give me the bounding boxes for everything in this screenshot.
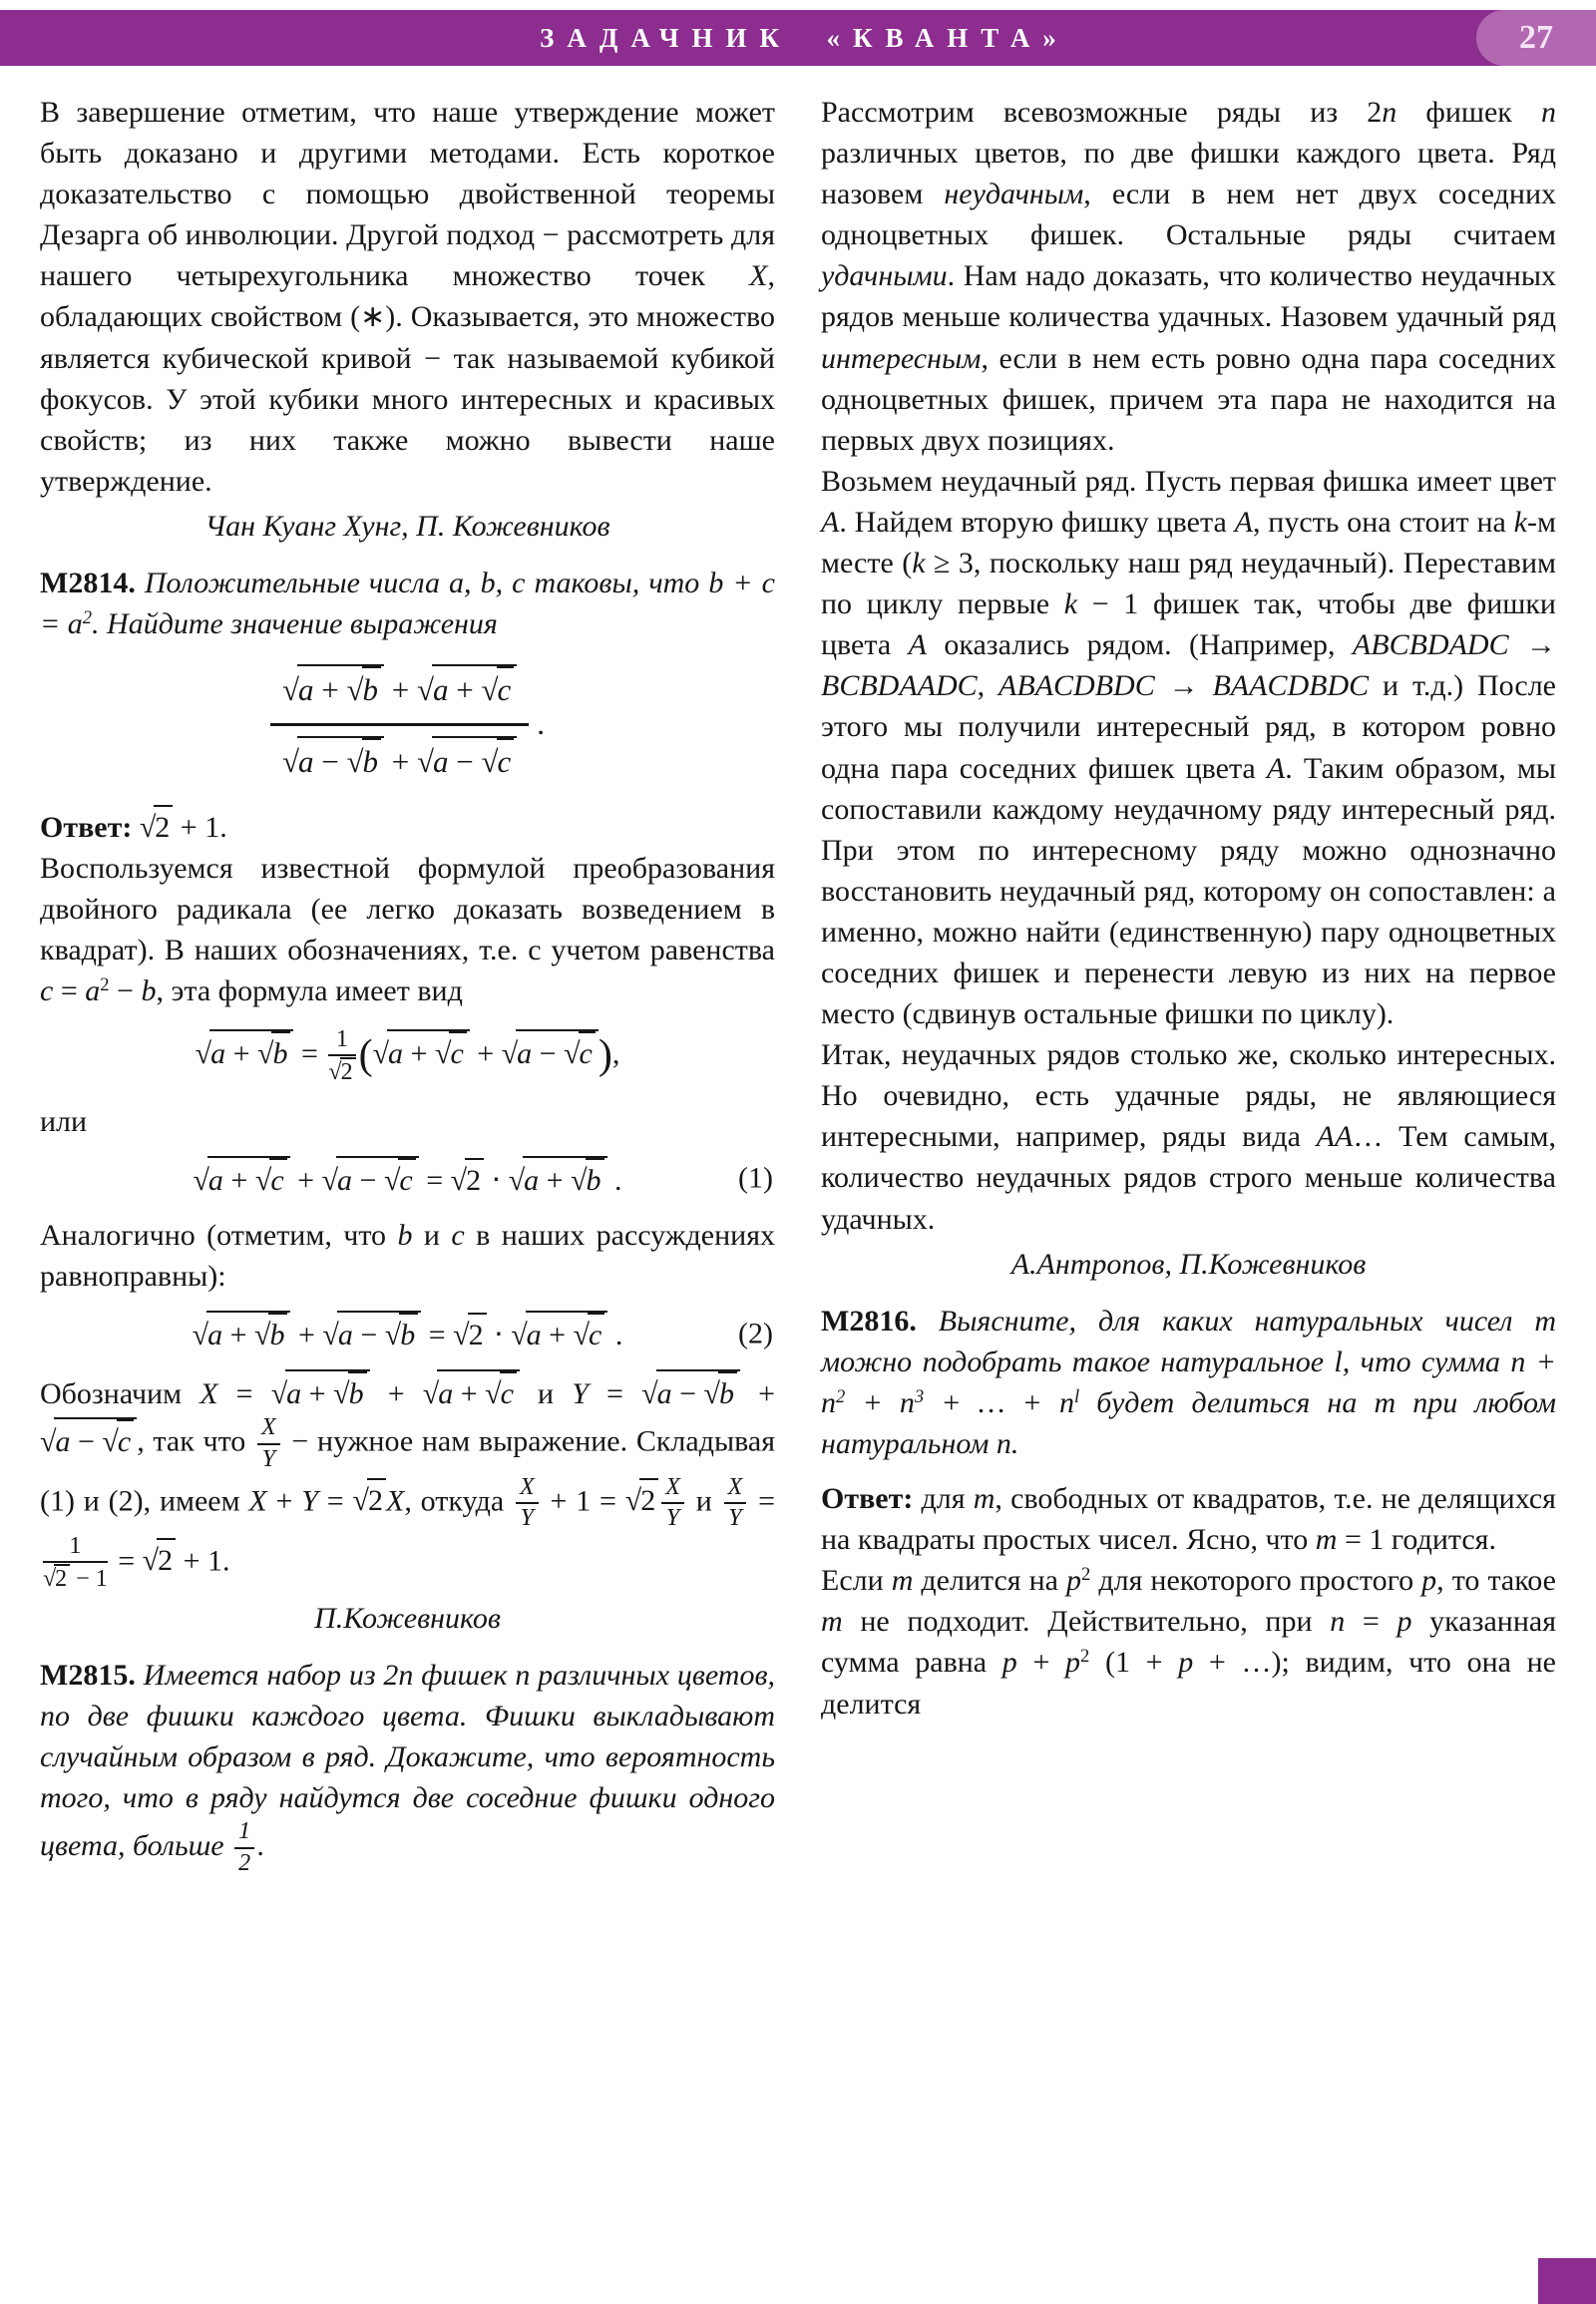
- authors-line-m2815: А.Антропов, П.Кожевников: [1010, 1247, 1367, 1281]
- problem-m2814-text: Положительные числа a, b, c таковы, что $b + c = a^2$. Найдите значение выражения: [40, 567, 775, 641]
- italic-text: p: [1001, 1646, 1017, 1680]
- radicand: [588, 1313, 604, 1355]
- big-parenthesis: ): [598, 1032, 612, 1079]
- italic-text: a: [207, 1163, 223, 1197]
- radical-sign-icon: √: [564, 1037, 581, 1071]
- italic-text: c: [497, 744, 512, 780]
- sqrt-radical: [373, 1037, 470, 1070]
- radicand: [117, 1419, 134, 1462]
- italic-text: a: [524, 1163, 540, 1197]
- radical-sign-icon: √: [193, 1163, 209, 1197]
- italic-text: неудачным: [944, 178, 1084, 211]
- fraction-denominator: 2: [238, 1849, 251, 1876]
- italic-text: a: [433, 672, 449, 708]
- sqrt-radical: [451, 1164, 484, 1197]
- italic-text: a: [526, 1319, 542, 1352]
- radicand: 2: [54, 1564, 70, 1594]
- radicand: [268, 1313, 287, 1355]
- radicand: a + √c: [526, 1311, 608, 1355]
- equation-2: [40, 1311, 775, 1355]
- radical-sign-icon: √: [383, 1163, 401, 1197]
- radicand: a + √c: [207, 1156, 290, 1201]
- italic-text: Y: [301, 1483, 318, 1517]
- problem-m2814: [40, 563, 775, 644]
- sqrt-radical: [328, 1059, 355, 1085]
- radical-sign-icon: √: [333, 1377, 350, 1411]
- italic-text: Y: [665, 1505, 680, 1532]
- radical-sign-icon: √: [511, 1319, 528, 1352]
- radical-sign-icon: √: [321, 1163, 339, 1197]
- sqrt-radical: [282, 744, 384, 779]
- italic-text: b: [397, 1218, 413, 1252]
- italic-text: X: [520, 1473, 535, 1500]
- italic-text: b: [269, 1319, 285, 1352]
- big-parenthesis: (: [358, 1032, 373, 1079]
- sqrt-radical: [254, 1319, 287, 1351]
- sqrt-radical: [417, 744, 517, 779]
- fraction-denominator: [328, 1056, 355, 1087]
- solution-m2815-paragraph-1: Рассмотрим всевозможные ряды из 2n фишек n различных цветов, по две фишки каждого цвета. Ряд назовем неудачным, если в нем нет двух соседних одноцветных фишек. Остальные ряды считаем удачными. Нам надо доказать, что количество неудачных рядов меньше количества удачных. Назовем удачный ряд интересным, если в нем есть ровно одна пара соседних одноцветных фишек, причем эта пара не находится на первых двух позициях.: [821, 96, 1556, 457]
- radical-sign-icon: √: [352, 1483, 369, 1517]
- fraction-denominator: [516, 1504, 539, 1533]
- italic-text: a: [517, 1037, 533, 1071]
- problem-m2816-text: Выясните, для каких натуральных чисел m можно подобрать такое натуральное l, что сумма $n + n^2 + n^3$ + … + $n^l$ будет делиться на m при любом натуральном n.: [821, 1304, 1557, 1460]
- italic-text: X: [386, 1483, 405, 1517]
- sqrt-radical: [102, 1425, 134, 1458]
- sqrt-radical: [435, 1037, 467, 1070]
- radical-sign-icon: √: [40, 1424, 57, 1458]
- italic-text: Y: [520, 1505, 535, 1532]
- italic-text: A: [908, 628, 927, 662]
- radicand: 2: [639, 1478, 658, 1521]
- author-line-m2814: П.Кожевников: [314, 1601, 501, 1635]
- sqrt-radical: [143, 1544, 176, 1577]
- radicand: [398, 1158, 415, 1201]
- italic-text: m: [821, 1605, 843, 1639]
- superscript: 2: [1080, 1646, 1090, 1668]
- radicand: a + √b: [209, 1029, 293, 1074]
- sqrt-radical: [333, 1377, 366, 1410]
- equation-double-radical: [40, 1026, 775, 1087]
- radicand: 2: [157, 1538, 176, 1581]
- italic-text: k: [1063, 587, 1078, 621]
- fraction-denominator: [257, 1445, 280, 1474]
- italic-text: c: [497, 672, 512, 708]
- radicand: a − √c: [432, 736, 517, 785]
- italic-text: c: [451, 1218, 465, 1252]
- sqrt-radical: [481, 744, 514, 779]
- answer-m2816: [821, 1478, 1556, 1560]
- radical-sign-icon: √: [416, 672, 434, 708]
- fraction: [328, 1026, 355, 1087]
- sqrt-radical: [564, 1037, 596, 1070]
- sqrt-radical: [196, 1037, 294, 1070]
- radicand: [579, 1031, 596, 1074]
- sqrt-radical: [641, 1377, 740, 1410]
- page-number-pill: [1476, 10, 1596, 66]
- italic-text: a: [337, 1319, 353, 1352]
- radical-sign-icon: √: [195, 1037, 212, 1071]
- radicand: [269, 1158, 286, 1201]
- problem-m2816-statement: [821, 1301, 1556, 1464]
- italic-text: b: [272, 1037, 288, 1071]
- solution-m2816-paragraph: Если m делится на $p^2$ для некоторого простого p, то такое m не подходит. Действительно, при n = p указанная сумма равна $p + p^2$ (1 + p + …); видим, что она не делится: [821, 1564, 1556, 1721]
- formula-period: .: [537, 706, 546, 742]
- radical-sign-icon: √: [372, 1037, 390, 1071]
- fraction: [43, 1533, 108, 1594]
- radicand: a − √b: [337, 1311, 421, 1355]
- sqrt-radical: [481, 672, 514, 707]
- sqrt-radical: [417, 672, 517, 707]
- italic-text: Y: [261, 1445, 276, 1472]
- sqrt-radical: [140, 811, 173, 844]
- radical-sign-icon: √: [346, 672, 364, 708]
- problem-m2815-label: М2815.: [40, 1658, 136, 1692]
- sqrt-radical: [423, 1377, 520, 1410]
- answer-label: Ответ:: [40, 811, 133, 845]
- italic-text: m: [973, 1482, 996, 1516]
- sqrt-radical: [40, 1425, 137, 1458]
- problem-m2815-text: Имеется набор из 2n фишек n различных цветов, по две фишки каждого цвета. Фишки выкладывают случайным образом в ряд. Докажите, что вероятность того, что в ряду найдутся две соседние фишки одного цвета, больше $\frac{1}{2}$ .: [40, 1658, 775, 1876]
- italic-text: a: [388, 1037, 404, 1071]
- italic-text: c: [399, 1163, 413, 1197]
- equation-1: [40, 1156, 775, 1201]
- sqrt-radical: [574, 1319, 605, 1351]
- right-column: [821, 92, 1556, 1878]
- radicand: 2: [465, 1158, 484, 1201]
- numerator: √a + √b + √a + √c: [270, 662, 529, 726]
- sqrt-radical: [353, 1484, 386, 1517]
- radical-sign-icon: √: [501, 1037, 519, 1071]
- fraction: [724, 1474, 747, 1533]
- section-title: ЗАДАЧНИК «КВАНТА»: [540, 22, 1069, 53]
- italic-text: a: [286, 1377, 302, 1411]
- radical-sign-icon: √: [270, 1377, 288, 1411]
- solution-m2815-paragraph-2: Возьмем неудачный ряд. Пусть первая фишка имеет цвет A. Найдем вторую фишку цвета A, пусть она стоит на k-м месте (k ≥ 3, поскольку наш ряд неудачный). Переставим по циклу первые k − 1 фишек так, чтобы две фишки цвета A оказались рядом. (Например, ABCBDADC → BCBDAADC, ABACDBDC → BAACDBDC и т.д.) После этого мы получили интересный ряд, в котором ровно одна пара соседних фишек цвета A. Таким образом, мы сопоставили каждому неудачному ряду интересный ряд. При этом по интересному ряду можно однозначно восстановить неудачный ряд, которому он сопоставлен: а именно, можно найти (единственную) пару одноцветных соседних фишек и перенести левую из них на первое место (сдвинув остальные фишки по циклу).: [821, 464, 1556, 1031]
- italic-text: b: [586, 1163, 601, 1197]
- fraction: [661, 1474, 684, 1533]
- radical-sign-icon: √: [328, 1059, 342, 1086]
- sqrt-radical: [485, 1377, 517, 1410]
- sqrt-radical: [322, 1319, 421, 1351]
- italic-text: m: [891, 1564, 914, 1598]
- radical-sign-icon: √: [434, 1037, 452, 1071]
- italic-text: c: [40, 974, 54, 1008]
- italic-text: BAACDBDC: [1212, 669, 1370, 703]
- answer-m2814: [40, 805, 775, 848]
- sqrt-radical: [193, 1164, 289, 1197]
- radical-sign-icon: √: [481, 672, 499, 708]
- page-content: [0, 66, 1596, 1878]
- radical-sign-icon: √: [641, 1377, 658, 1411]
- italic-text: a: [210, 1037, 226, 1071]
- radicand: [362, 666, 382, 713]
- radicand: [586, 1158, 604, 1201]
- superscript: l: [1073, 1385, 1080, 1407]
- radical-sign-icon: √: [422, 1377, 440, 1411]
- italic-text: a: [433, 744, 449, 780]
- radicand: a + √c: [387, 1029, 470, 1074]
- radical-sign-icon: √: [416, 744, 434, 780]
- italic-text: b: [141, 974, 157, 1008]
- radicand: 2: [340, 1057, 356, 1087]
- italic-text: Y: [728, 1505, 742, 1532]
- italic-text: X: [261, 1414, 276, 1441]
- radicand: a − √b: [297, 736, 384, 785]
- radical-sign-icon: √: [142, 1544, 160, 1578]
- italic-text: BCBDAADC: [821, 669, 978, 703]
- sqrt-radical: [346, 672, 381, 707]
- italic-text: n: [1330, 1605, 1346, 1639]
- sqrt-radical: [511, 1319, 607, 1351]
- radical-sign-icon: √: [624, 1483, 642, 1517]
- italic-text: X: [727, 1473, 743, 1500]
- italic-text: p: [1421, 1564, 1437, 1598]
- superscript: 3: [914, 1385, 925, 1407]
- radicand: [497, 666, 515, 713]
- fraction: [516, 1474, 539, 1533]
- radicand: [399, 1313, 418, 1355]
- equation-number: (1): [738, 1161, 773, 1195]
- italic-text: a: [85, 974, 101, 1008]
- problem-m2815-statement: [40, 1655, 775, 1878]
- radicand: a + √b: [297, 664, 384, 713]
- solution-paragraph-1: Воспользуемся известной формулой преобразования двойного радикала (ее легко доказать возведением в квадрат). В наших обозначениях, т.е. с учетом равенства $c = a^2 - b$, эта формула имеет вид: [40, 852, 775, 1008]
- sqrt-radical: [625, 1484, 658, 1517]
- radical-sign-icon: √: [450, 1163, 468, 1197]
- radicand: a − √b: [656, 1369, 740, 1414]
- sqrt-radical: [385, 1319, 418, 1351]
- radicand: 2: [367, 1478, 386, 1521]
- word-or: или: [40, 1104, 88, 1138]
- italic-text: A: [1234, 505, 1253, 539]
- radical-sign-icon: √: [384, 1319, 402, 1352]
- italic-text: удачными: [821, 259, 948, 293]
- display-fraction-formula: [40, 662, 775, 787]
- sqrt-radical: [257, 1037, 290, 1070]
- radical-sign-icon: √: [139, 811, 157, 845]
- fraction-numerator: [724, 1474, 747, 1505]
- italic-text: c: [117, 1424, 132, 1458]
- italic-text: b: [718, 1377, 734, 1411]
- sqrt-radical: [346, 744, 381, 779]
- equation-body: √a + √c + √a − √c = √2 ⋅ √a + √b .: [193, 1164, 621, 1197]
- radicand: a + √b: [285, 1369, 369, 1414]
- radicand: a + √b: [206, 1311, 290, 1355]
- radical-sign-icon: √: [453, 1319, 470, 1352]
- italic-text: p: [1178, 1646, 1194, 1680]
- solution-paragraph-3: Обозначим X = √a + √b + √a + √c и Y = √a − √b + √a − √c , так что $\frac{X}{Y}$ − нужное нам выражение. Складывая (1) и (2), имеем X + Y = √2 X, откуда $\frac{X}{Y}$ + 1 = √2 $\frac{X}{Y}$ и $\frac{X}{Y}$ = $\frac{1}{√2 - 1}$ = √2 + 1.: [40, 1369, 775, 1594]
- section-banner: [0, 10, 1596, 66]
- radical-sign-icon: √: [254, 1319, 271, 1352]
- radicand: [718, 1371, 737, 1414]
- fraction-numerator: [516, 1474, 539, 1505]
- radical-sign-icon: √: [703, 1377, 720, 1411]
- fraction-numerator: 1: [43, 1533, 108, 1564]
- equation-body: √a + √b + √a − √b = √2 ⋅ √a + √c .: [193, 1319, 623, 1351]
- sqrt-radical: [502, 1037, 598, 1070]
- italic-text: n: [1382, 96, 1397, 129]
- radicand: a + √c: [432, 664, 517, 713]
- authors-line-m2813: Чан Куанг Хунг, П. Кожевников: [204, 509, 610, 543]
- sqrt-radical: [193, 1319, 291, 1351]
- sqrt-radical: [282, 672, 384, 707]
- italic-text: b: [348, 1377, 364, 1411]
- problem-m2815: [40, 1655, 775, 1878]
- italic-text: X: [665, 1473, 680, 1500]
- radical-sign-icon: √: [322, 1319, 339, 1352]
- fraction-numerator: [257, 1414, 280, 1445]
- italic-text: a: [438, 1377, 454, 1411]
- radicand: [362, 738, 382, 785]
- radicand: 2: [468, 1313, 487, 1355]
- sqrt-radical: [453, 1319, 486, 1351]
- sqrt-radical: [322, 1164, 419, 1197]
- italic-text: c: [270, 1163, 284, 1197]
- answer-label: Ответ:: [821, 1482, 914, 1516]
- answer-value: √2 + 1.: [132, 811, 226, 844]
- italic-text: X: [200, 1377, 218, 1411]
- radicand: 2: [154, 805, 173, 848]
- equation-body: √a + √b = $\frac{1}{√2}$ (√a + √c + √a − √c ),: [195, 1025, 620, 1086]
- fraction-numerator: 1: [234, 1818, 254, 1849]
- fraction: [234, 1818, 254, 1877]
- radical-sign-icon: √: [573, 1319, 591, 1352]
- italic-text: a: [298, 744, 314, 780]
- radicand: [271, 1031, 290, 1074]
- italic-text: p: [1066, 1564, 1082, 1598]
- radicand: a − √c: [54, 1417, 137, 1462]
- radicand: [497, 738, 515, 785]
- italic-text: k: [912, 547, 926, 580]
- italic-text: интересным: [821, 341, 982, 375]
- sqrt-radical: [43, 1566, 70, 1592]
- radical-sign-icon: √: [257, 1037, 274, 1071]
- sqrt-radical: [571, 1164, 603, 1197]
- italic-text: ABACDBDC: [998, 669, 1155, 703]
- left-column: [40, 92, 775, 1878]
- sqrt-radical: [703, 1377, 736, 1410]
- italic-text: X: [248, 1483, 267, 1517]
- italic-text: b: [362, 672, 378, 708]
- radical-sign-icon: √: [508, 1163, 526, 1197]
- sqrt-radical: [384, 1164, 416, 1197]
- radicand: a − √c: [336, 1156, 419, 1201]
- italic-text: a: [55, 1424, 71, 1458]
- italic-text: p: [1065, 1646, 1081, 1680]
- page-corner-ornament: [1538, 2258, 1596, 2304]
- radical-sign-icon: √: [254, 1163, 272, 1197]
- italic-text: c: [589, 1319, 602, 1352]
- radical-sign-icon: √: [102, 1424, 119, 1458]
- radical-sign-icon: √: [346, 744, 364, 780]
- solution-m2815-paragraph-3: Итак, неудачных рядов столько же, сколько интересных. Но очевидно, есть удачные ряды, не являющиеся интересными, например, ряды вида AA… Тем самым, количество неудачных рядов строго меньше количества удачных.: [821, 1038, 1556, 1236]
- sqrt-radical: [271, 1377, 370, 1410]
- italic-text: m: [1315, 1523, 1338, 1557]
- denominator: √a − √b + √a − √c: [270, 726, 529, 787]
- radical-sign-icon: √: [281, 672, 299, 708]
- italic-text: p: [1396, 1605, 1412, 1639]
- radical-sign-icon: √: [485, 1377, 502, 1411]
- italic-text: b: [400, 1319, 416, 1352]
- sqrt-radical: [255, 1164, 287, 1197]
- italic-text: A: [1266, 751, 1286, 785]
- solution-paragraph-2: Аналогично (отметим, что b и c в наших рассуждениях равноправны):: [40, 1218, 776, 1294]
- problem-m2816: [821, 1301, 1556, 1464]
- paragraph-conclusion: В завершение отметим, что наше утверждение может быть доказано и другими методами. Есть короткое доказательство с помощью двойственной теоремы Дезарга об инволюции. Другой подход − рассмотреть для нашего четырехугольника множество точек X, обладающих свойством (∗). Оказывается, это множество является кубической кривой − так называемой кубикой фокусов. У этой кубики много интересных и красивых свойств; из них также можно вывести наше утверждение.: [40, 96, 775, 498]
- italic-text: c: [579, 1037, 593, 1071]
- radicand: a + √b: [523, 1156, 606, 1201]
- fraction: [270, 662, 529, 787]
- fraction-numerator: 1: [328, 1026, 355, 1057]
- problem-m2816-label: М2816.: [821, 1304, 917, 1338]
- italic-text: A: [821, 505, 840, 539]
- page-header: [0, 10, 1596, 66]
- problem-m2814-statement: [40, 563, 775, 644]
- answer-value: для m, свободных от квадратов, т.е. не делящихся на квадраты простых чисел. Ясно, что m = 1 годится.: [821, 1482, 1556, 1557]
- radical-sign-icon: √: [192, 1319, 209, 1352]
- superscript: 2: [1081, 1564, 1091, 1586]
- italic-text: X: [749, 259, 768, 293]
- italic-text: c: [500, 1377, 514, 1411]
- radicand: [449, 1031, 466, 1074]
- fraction-denominator: [724, 1504, 747, 1533]
- italic-text: a: [656, 1377, 672, 1411]
- radical-sign-icon: √: [43, 1566, 57, 1593]
- superscript: 2: [836, 1385, 846, 1407]
- radicand: a − √c: [516, 1029, 598, 1074]
- page-number: 27: [1519, 19, 1553, 56]
- radical-sign-icon: √: [481, 744, 499, 780]
- radicand: a + √c: [437, 1369, 520, 1414]
- fraction-denominator: √2 − 1: [43, 1566, 108, 1593]
- italic-text: ABCBDADC: [1352, 628, 1509, 662]
- fraction-denominator: [661, 1504, 684, 1533]
- superscript: 2: [100, 974, 110, 996]
- italic-text: a: [207, 1319, 223, 1352]
- italic-text: Y: [572, 1377, 589, 1411]
- italic-text: a: [298, 672, 314, 708]
- sqrt-radical: [509, 1164, 607, 1197]
- radicand: [348, 1371, 367, 1414]
- fraction-numerator: [661, 1474, 684, 1505]
- italic-text: AA: [1316, 1120, 1354, 1154]
- italic-text: a: [337, 1163, 353, 1197]
- fraction: [257, 1414, 280, 1473]
- italic-text: n: [1541, 96, 1556, 129]
- italic-text: k: [1513, 505, 1527, 539]
- italic-text: b: [362, 744, 378, 780]
- problem-m2814-label: М2814.: [40, 567, 136, 600]
- italic-text: c: [450, 1037, 464, 1071]
- equation-number: (2): [738, 1317, 773, 1350]
- superscript: 2: [82, 606, 93, 628]
- radical-sign-icon: √: [281, 744, 299, 780]
- radicand: [500, 1371, 517, 1414]
- radical-sign-icon: √: [571, 1163, 588, 1197]
